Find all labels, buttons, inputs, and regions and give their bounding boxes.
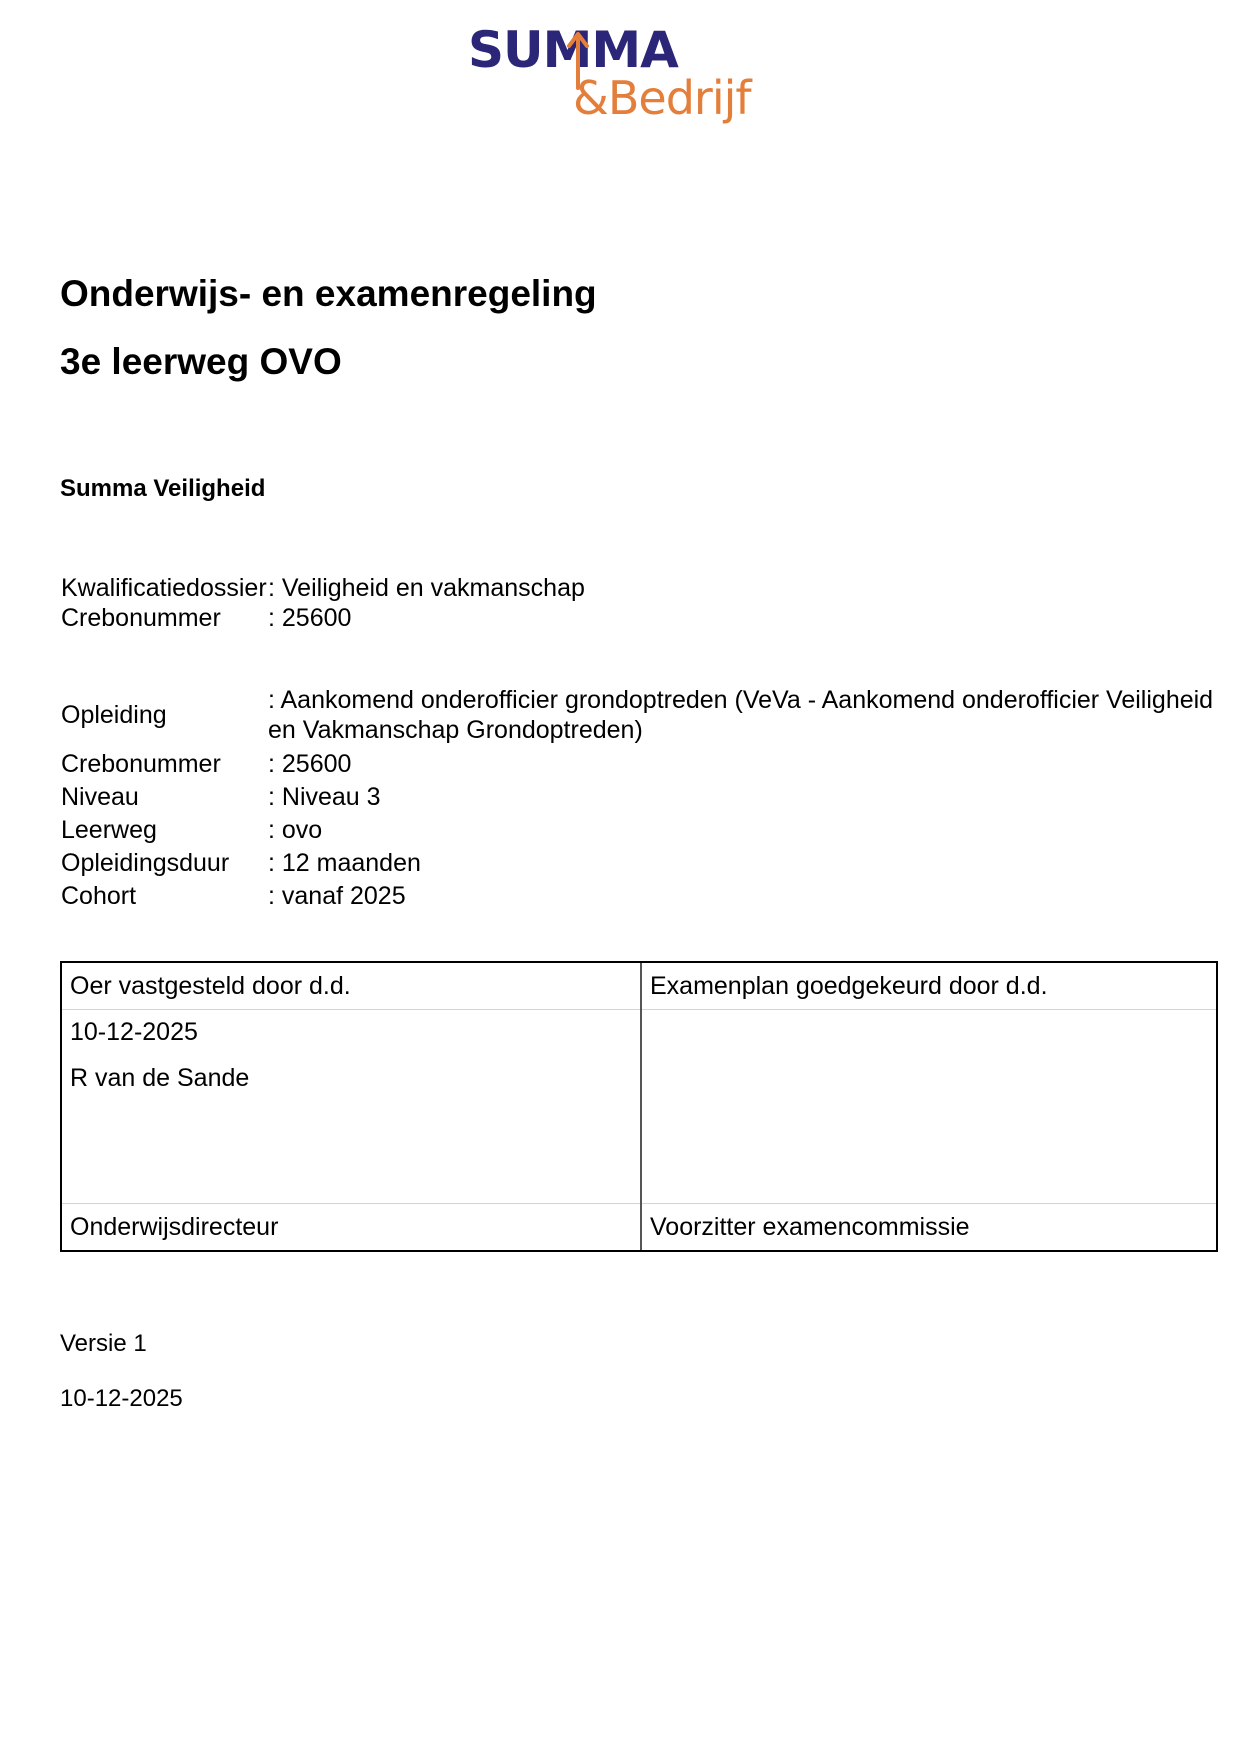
oer-role: Onderwijsdirecteur <box>70 1213 279 1241</box>
programme-row <box>61 683 1223 747</box>
field-label: Niveau <box>61 782 139 811</box>
approval-footer-cell <box>62 1203 640 1250</box>
approval-header-cell <box>62 963 640 1010</box>
oer-header: Oer vastgesteld door d.d. <box>70 972 351 1000</box>
qualification-row <box>61 573 1223 603</box>
logo-text-summa: SUMMA <box>468 21 678 79</box>
programme-row <box>61 879 1223 912</box>
field-label: Opleidingsduur <box>61 848 230 877</box>
qualification-table <box>61 573 1223 633</box>
qualification-row <box>61 603 1223 633</box>
field-label: Opleiding <box>61 701 167 729</box>
field-value: : ovo <box>268 815 323 844</box>
document-title: Onderwijs- en examenregeling <box>60 273 597 314</box>
approval-footer-cell <box>642 1203 1216 1250</box>
field-label: Leerweg <box>61 815 157 844</box>
approval-table <box>60 961 1218 1252</box>
approval-header-cell <box>642 963 1216 1010</box>
document-subtitle: 3e leerweg OVO <box>60 341 342 382</box>
oer-date: 10-12-2025 <box>70 1018 198 1046</box>
examenplan-role: Voorzitter examencommissie <box>650 1213 970 1241</box>
field-value: : Veiligheid en vakmanschap <box>268 574 585 602</box>
logo-text-bedrijf: &Bedrijf <box>573 71 751 125</box>
summa-bedrijf-logo <box>468 22 758 134</box>
field-label: Cohort <box>61 881 137 910</box>
field-label: Crebonummer <box>61 604 221 632</box>
approval-column-oer <box>62 963 642 1250</box>
programme-table <box>61 683 1223 912</box>
field-label: Crebonummer <box>61 749 221 778</box>
field-value: : 25600 <box>268 749 352 778</box>
oer-signatory: R van de Sande <box>70 1064 250 1092</box>
programme-row <box>61 813 1223 846</box>
field-value: : vanaf 2025 <box>268 881 406 910</box>
examenplan-header: Examenplan goedgekeurd door d.d. <box>650 972 1048 1000</box>
version-date: 10-12-2025 <box>60 1385 183 1412</box>
programme-row <box>61 780 1223 813</box>
field-value: : Aankomend onderofficier grondoptreden (VeVa - Aankomend onderofficier Veiligheid en Vakmanschap Grondoptreden) <box>268 686 1214 744</box>
field-value: : Niveau 3 <box>268 782 381 811</box>
approval-column-examenplan <box>642 963 1216 1250</box>
field-label: Kwalificatiedossier <box>61 574 267 602</box>
organisation-name: Summa Veiligheid <box>60 475 266 502</box>
field-value: : 25600 <box>268 604 352 632</box>
programme-row <box>61 747 1223 780</box>
field-value: : 12 maanden <box>268 848 421 877</box>
programme-row <box>61 846 1223 879</box>
version-label: Versie 1 <box>60 1330 147 1357</box>
